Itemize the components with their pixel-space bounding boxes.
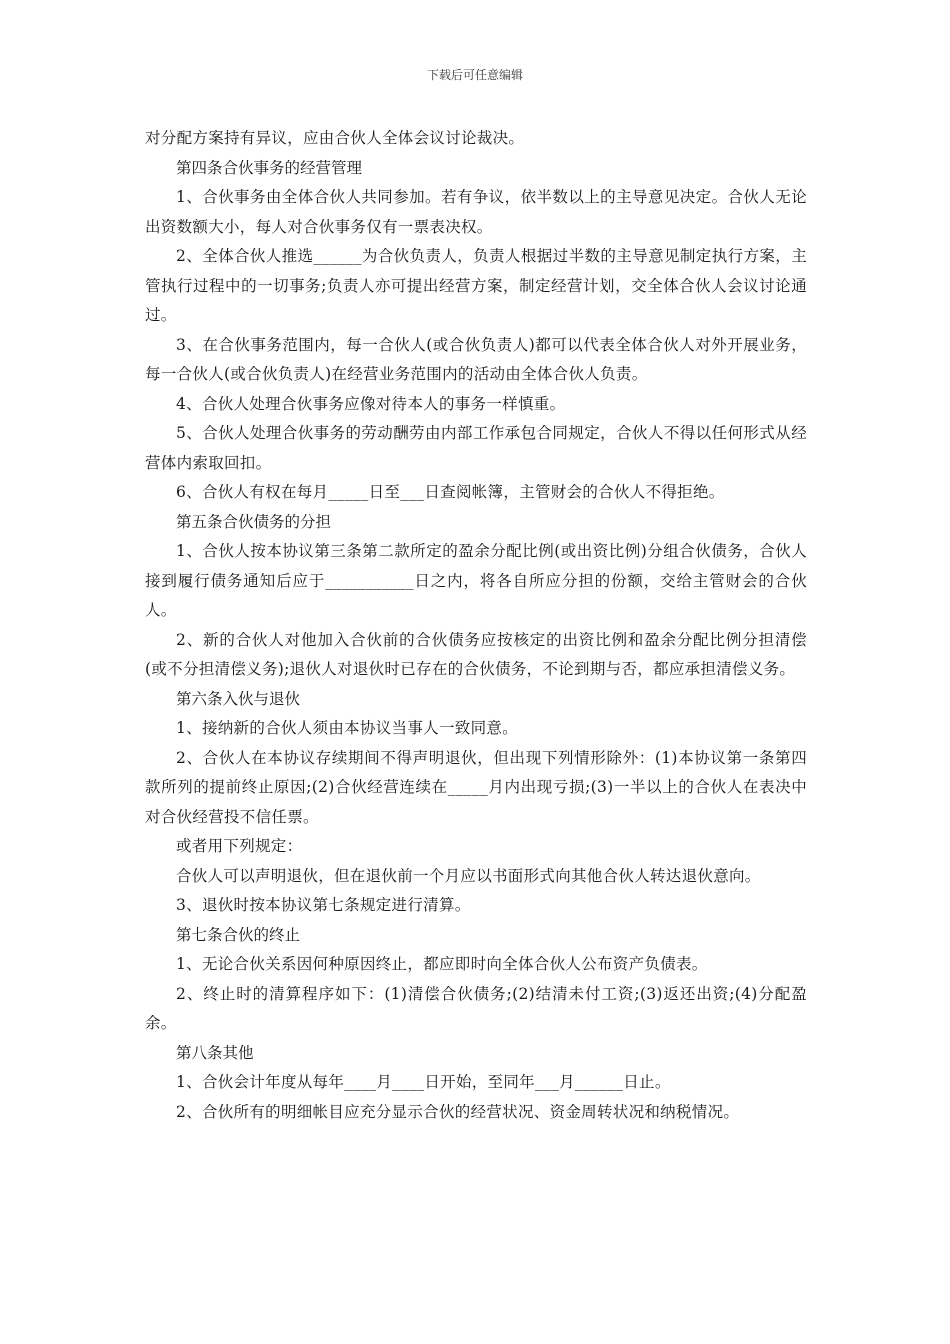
paragraph: 6、合伙人有权在每月_____日至___日查阅帐簿，主管财会的合伙人不得拒绝。 bbox=[176, 483, 725, 501]
paragraph: 1、合伙人按本协议第三条第二款所定的盈余分配比例(或出资比例)分组合伙债务，合伙人接到履行债务通知后应于___________日之内，将各自所应分担的份额，交给主管财会的合伙人。 bbox=[145, 542, 807, 619]
paragraph: 对分配方案持有异议，应由合伙人全体会议讨论裁决。 bbox=[145, 129, 525, 147]
paragraph: 2、终止时的清算程序如下：(1)清偿合伙债务;(2)结清未付工资;(3)返还出资;(4)分配盈余。 bbox=[145, 984, 807, 1032]
paragraph: 4、合伙人处理合伙事务应像对待本人的事务一样慎重。 bbox=[176, 394, 566, 413]
page-header: 下载后可任意编辑 bbox=[426, 68, 523, 82]
paragraph: 3、在合伙事务范围内，每一合伙人(或合伙负责人)都可以代表全体合伙人对外开展业务，每一合伙人(或合伙负责人)在经营业务范围内的活动由全体合伙人负责。 bbox=[145, 335, 807, 383]
paragraph: 3、退伙时按本协议第七条规定进行清算。 bbox=[176, 896, 471, 914]
section-heading: 第七条合伙的终止 bbox=[176, 925, 301, 944]
paragraph: 2、合伙所有的明细帐目应充分显示合伙的经营状况、资金周转状况和纳税情况。 bbox=[176, 1102, 740, 1121]
paragraph: 1、接纳新的合伙人须由本协议当事人一致同意。 bbox=[176, 719, 518, 737]
paragraph: 或者用下列规定： bbox=[176, 837, 303, 855]
paragraph: 1、无论合伙关系因何种原因终止，都应即时向全体合伙人公布资产负债表。 bbox=[176, 955, 708, 973]
paragraph: 2、全体合伙人推选______为合伙负责人，负责人根据过半数的主导意见制定执行方案，主管执行过程中的一切事务;负责人亦可提出经营方案，制定经营计划，交全体合伙人会议讨论通过。 bbox=[145, 247, 807, 324]
section-heading: 第五条合伙债务的分担 bbox=[176, 512, 332, 531]
paragraph: 2、新的合伙人对他加入合伙前的合伙债务应按核定的出资比例和盈余分配比例分担清偿(或不分担清偿义务);退伙人对退伙时已存在的合伙债务，不论到期与否，都应承担清偿义务。 bbox=[145, 630, 807, 678]
paragraph: 2、合伙人在本协议存续期间不得声明退伙，但出现下列情形除外：(1)本协议第一条第四款所列的提前终止原因;(2)合伙经营连续在_____月内出现亏损;(3)一半以上的合伙人在表决中对合伙经营投不信任票。 bbox=[145, 748, 807, 826]
section-heading: 第六条入伙与退伙 bbox=[176, 689, 301, 708]
section-heading: 第四条合伙事务的经营管理 bbox=[176, 158, 363, 177]
paragraph: 1、合伙会计年度从每年____月____日开始，至同年___月______日止。 bbox=[176, 1073, 671, 1091]
section-heading: 第八条其他 bbox=[176, 1043, 254, 1062]
paragraph: 合伙人可以声明退伙，但在退伙前一个月应以书面形式向其他合伙人转达退伙意向。 bbox=[176, 866, 761, 885]
paragraph: 5、合伙人处理合伙事务的劳动酬劳由内部工作承包合同规定，合伙人不得以任何形式从经营体内索取回扣。 bbox=[145, 424, 807, 472]
paragraph: 1、合伙事务由全体合伙人共同参加。若有争议，依半数以上的主导意见决定。合伙人无论出资数额大小，每人对合伙事务仅有一票表决权。 bbox=[145, 188, 807, 236]
document-body bbox=[145, 124, 807, 1127]
